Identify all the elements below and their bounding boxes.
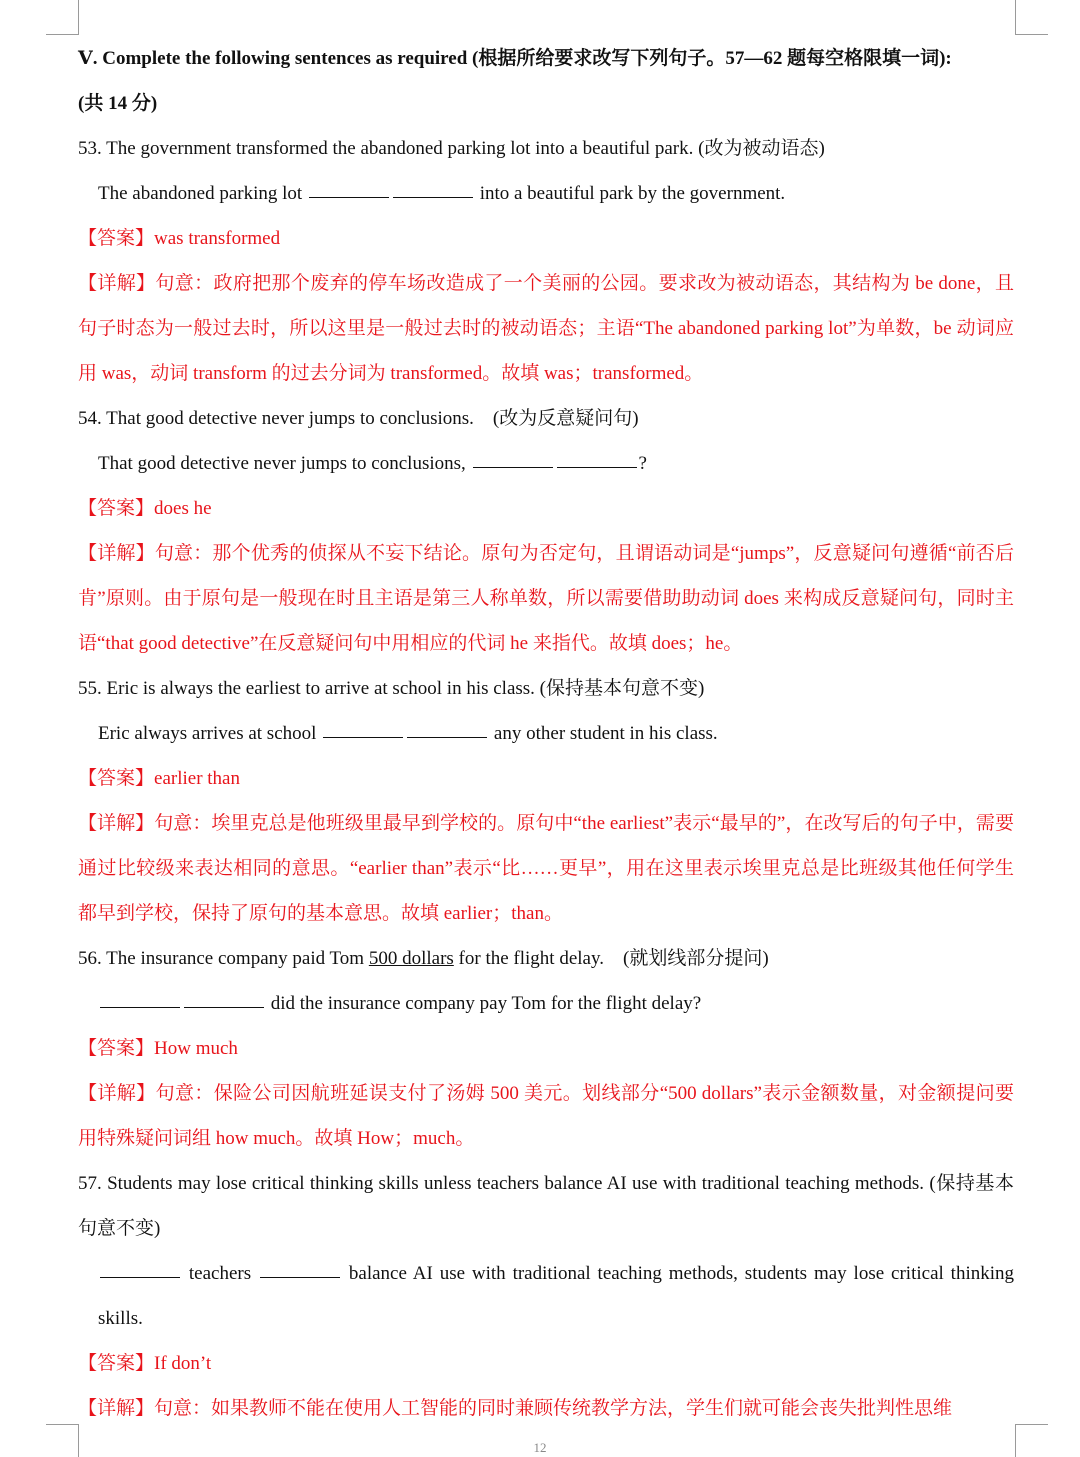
answer-blank (260, 1276, 340, 1278)
answer-tag: 【答案】 (78, 768, 155, 789)
section-score: (共 14 分) (78, 93, 158, 114)
question-prefix: 56. The insurance company paid Tom (78, 948, 369, 969)
answer-blank (393, 196, 473, 198)
answer-text: was transformed (154, 228, 281, 249)
answer-text: How much (154, 1038, 238, 1059)
answer-text: If don’t (154, 1353, 212, 1374)
document-body (78, 36, 1014, 1431)
fill-text-after: into a beautiful park by the government. (479, 183, 786, 204)
section-title: Ⅴ. Complete the following sentences as required (根据所给要求改写下列句子。57—62 题每空格限填一词): (78, 48, 952, 69)
answer-57 (78, 1341, 1014, 1386)
answer-tag: 【答案】 (78, 1038, 155, 1059)
fill-text-after: did the insurance company pay Tom for the flight delay? (270, 993, 702, 1014)
answer-blank (309, 196, 389, 198)
explanation-57 (78, 1386, 1014, 1431)
answer-blank (184, 1006, 264, 1008)
question-56 (78, 936, 1014, 981)
fill-text-mid: teachers (188, 1263, 252, 1284)
answer-text: does he (154, 498, 212, 519)
crop-mark-top-left (46, 0, 79, 35)
fill-text-before: The abandoned parking lot (98, 183, 303, 204)
explain-tag: 【详解】 (78, 813, 155, 834)
answer-blank (557, 466, 637, 468)
explain-tag: 【详解】 (78, 273, 156, 294)
fill-line-55 (78, 711, 1014, 756)
explain-tag: 【详解】 (78, 1083, 156, 1104)
fill-line-57 (78, 1251, 1014, 1341)
answer-53 (78, 216, 1014, 261)
explain-text: 句意：如果教师不能在使用人工智能的同时兼顾传统教学方法，学生们就可能会丧失批判性思维 (154, 1398, 953, 1419)
question-suffix: for the flight delay. (就划线部分提问) (453, 948, 769, 969)
explain-tag: 【详解】 (78, 543, 155, 564)
fill-text-before: That good detective never jumps to conclusions, (98, 453, 466, 474)
fill-line-56 (78, 981, 1014, 1026)
question-57: 57. Students may lose critical thinking skills unless teachers balance AI use with traditional teaching methods. (保持基本句意不变) (78, 1173, 1014, 1239)
answer-tag: 【答案】 (78, 498, 155, 519)
explanation-54 (78, 531, 1014, 666)
explain-text: 句意：那个优秀的侦探从不妄下结论。原句为否定句，且谓语动词是“jumps”，反意疑问句遵循“前否后肯”原则。由于原句是一般现在时且主语是第三人称单数，所以需要借助助动词 does 来构成反意疑问句，同时主语“that good detective”在反意疑问句中用相应的代词 he 来指代。故填 does；he。 (78, 543, 1014, 654)
answer-blank (407, 736, 487, 738)
explanation-55 (78, 801, 1014, 936)
answer-blank (100, 1006, 180, 1008)
question-54: 54. That good detective never jumps to conclusions. (改为反意疑问句) (78, 408, 639, 429)
page-number: 12 (533, 1440, 547, 1455)
answer-tag: 【答案】 (78, 228, 155, 249)
fill-text-after: ? (638, 453, 647, 474)
answer-blank (473, 466, 553, 468)
answer-blank (323, 736, 403, 738)
underlined-phrase: 500 dollars (368, 948, 454, 969)
answer-blank (100, 1276, 180, 1278)
explain-tag: 【详解】 (78, 1398, 155, 1419)
question-53: 53. The government transformed the abandoned parking lot into a beautiful park. (改为被动语态) (78, 138, 825, 159)
answer-54 (78, 486, 1014, 531)
explanation-56 (78, 1071, 1014, 1161)
fill-text-after: balance AI use with traditional teaching methods, students may lose critical thinking skills. (98, 1263, 1015, 1329)
fill-line-53 (78, 171, 1014, 216)
answer-tag: 【答案】 (78, 1353, 155, 1374)
answer-text: earlier than (154, 768, 240, 789)
explanation-53 (78, 261, 1014, 396)
answer-56 (78, 1026, 1014, 1071)
fill-line-54 (78, 441, 1014, 486)
fill-text-after: any other student in his class. (493, 723, 718, 744)
question-55: 55. Eric is always the earliest to arrive at school in his class. (保持基本句意不变) (78, 678, 705, 699)
fill-text-before: Eric always arrives at school (98, 723, 317, 744)
explain-text: 句意：保险公司因航班延误支付了汤姆 500 美元。划线部分“500 dollars”表示金额数量，对金额提问要用特殊疑问词组 how much。故填 How；much。 (78, 1083, 1014, 1149)
explain-text: 句意：埃里克总是他班级里最早到学校的。原句中“the earliest”表示“最早的”，在改写后的句子中，需要通过比较级来表达相同的意思。“earlier than”表示“比……更早”，用在这里表示埃里克总是比班级其他任何学生都早到学校，保持了原句的基本意思。故填 earlier；than。 (78, 813, 1014, 924)
answer-55 (78, 756, 1014, 801)
explain-text: 句意：政府把那个废弃的停车场改造成了一个美丽的公园。要求改为被动语态，其结构为 be done，且句子时态为一般过去时，所以这里是一般过去时的被动语态；主语“The abandoned parking lot”为单数，be 动词应用 was，动词 transform 的过去分词为 transformed。故填 was；transformed。 (78, 273, 1014, 384)
crop-mark-top-right (1015, 0, 1048, 35)
